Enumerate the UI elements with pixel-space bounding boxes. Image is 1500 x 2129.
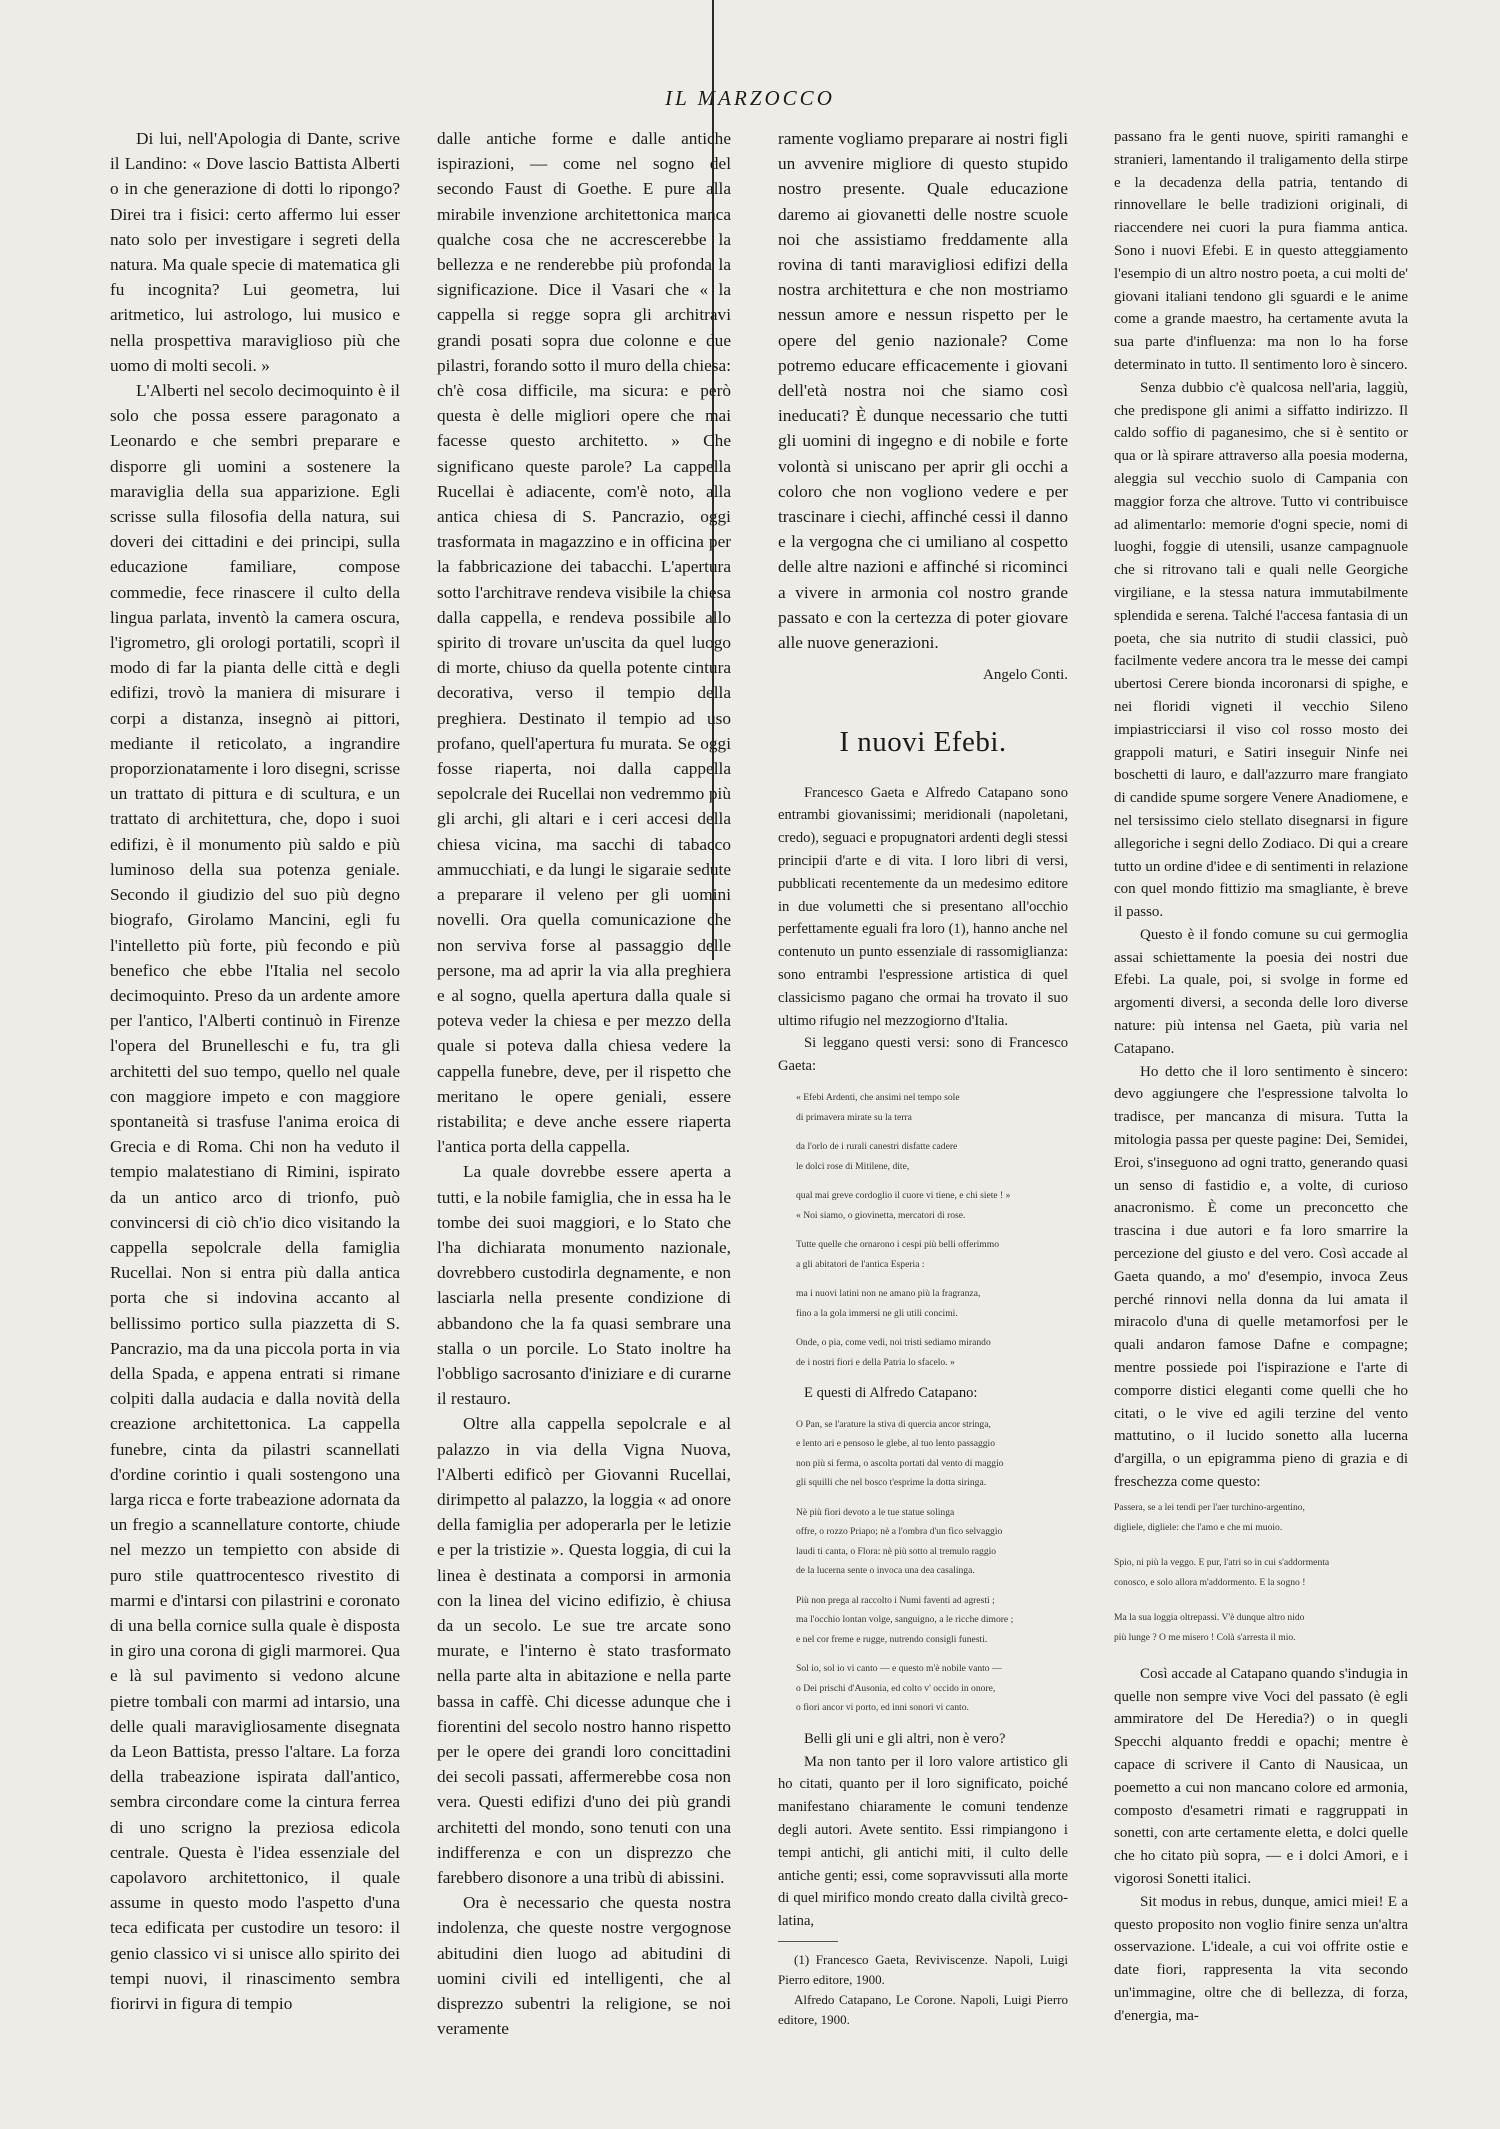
paragraph: La quale dovrebbe essere aperta a tutti, e la nobile famiglia, che in essa ha le tombe dei suoi maggiori, e lo Stato che l'ha dichiarata monumento nazionale, dovrebbero custodirla degnamente, e non lasciarla nella presente condizione di abbandono che la fa quasi sembrare una stalla o un porcile. Lo Stato inoltre ha l'obbligo sacrosanto d'iniziare e di curarne il restauro. xyxy=(437,1162,731,1409)
poem-stanza: Nè più fiori devoto a le tue statue solinga offre, o rozzo Priapo; nè a l'ombra d'un fico selvaggio laudi ti canta, o Flora: nè più sotto al tremulo raggio de la lucerna sente o invoca una dea casalinga. xyxy=(796,1506,1003,1577)
footnotes xyxy=(778,1950,1068,2030)
epigram xyxy=(1114,1498,1408,1649)
footnote: (1) Francesco Gaeta, Reviviscenze. Napoli, Luigi Pierro editore, 1900. xyxy=(778,1952,1068,1987)
poem-stanza: Spio, ni più la veggo. E pur, l'atri so in cui s'addormenta conosco, e solo allora m'addormento. E la sogno ! xyxy=(1114,1556,1330,1589)
paragraph: Ho detto che il loro sentimento è sincero: devo aggiungere che l'espressione talvolta lo tradisce, per mancanza di misura. Tutta la mitologia passa per queste pagine: Dei, Semidei, Eroi, s'inseguono ad ogni tratto, generando quasi un senso di fastidio e, a volte, di curioso anacronismo. È come un preconcetto che trascina i due autori e fa loro smarrire la percezione del giusto e del vero. Così accade al Gaeta quando, a mo' d'esempio, invoca Zeus perché rinnovi nella donna da lui amata il miracolo d'una di quelle metamorfosi per le quali andaron famose Dafne e compagne; mentre possiede poi l'ispirazione e l'arte di comporre distici eleganti come quelli che ho citati, o le vive ed agili terzine del vento mattutino, o il lucido sonetto alla lucerna d'argilla, o un epigramma pieno di grazia e di freschezza come questo: xyxy=(1114,1063,1408,1491)
paragraph: E questi di Alfredo Catapano: xyxy=(804,1385,978,1402)
article-title: I nuovi Efebi. xyxy=(839,726,1007,759)
footnote: Alfredo Catapano, Le Corone. Napoli, Luigi Pierro editore, 1900. xyxy=(778,1992,1068,2027)
paragraph: Senza dubbio c'è qualcosa nell'aria, laggiù, che predispone gli animi a siffatto indirizzo. Il caldo soffio di paganesimo, che si è sentito or qua or là spirare attraverso alla poesia moderna, aleggia sul vecchio suolo di Campania con maggior forza che altrove. Tutto vi contribuisce ad alimentarlo: memorie d'ogni specie, nomi di luoghi, foggie di utensili, usanze campagnuole che si ritrovano tali e quali nelle Georgiche virgiliane, e la stessa natura immutabilmente splendida e serena. Talché l'accesa fantasia di un poeta, che sia nutrito di studii classici, può facilmente vedere ancora tra le messe dei campi ubertosi Cerere bionda incoronarsi di spighe, e nei floridi vigneti il vecchio Sileno impiastricciarsi il viso col rosso mosto dei grappoli maturi, e Satiri inseguir Ninfe nei boschetti di lauro, e dall'azzurro mare frangiato di candide spume sorgere Venere Anadiomene, e nel tersissimo cielo stellato disegnarsi in figure allegoriche i segni dello Zodiaco. Di qui a creare tutto un ordine d'idee e di sentimenti in relazione con quel mondo fittizio ma smagliante, è breve il passo. xyxy=(1114,379,1408,921)
paragraph: L'Alberti nel secolo decimoquinto è il solo che possa essere paragonato a Leonardo e che sembri preparare e disporre gli uomini a sostenere la maraviglia della sua apparizione. Egli scrisse sulla filosofia della natura, sui doveri dei cittadini e dei principi, sulla educazione familiare, compose commedie, fece rinascere il culto della lingua parlata, inventò la camera oscura, l'igrometro, gli orologi portatili, scoprì il modo di far la pianta delle città e degli edifizi, trovò la maniera di misurare i corpi a distanza, insegnò ai pittori, mediante il reticolato, a ingrandire proporzionatamente i loro disegni, scrisse un trattato di pittura e di scultura, e un trattato di architettura, che, dopo i suoi edifizi, è il monumento più saldo e più luminoso della sua potenza geniale. Secondo il giudizio del suo più degno biografo, Girolamo Mancini, egli fu l'intelletto più forte, più fecondo e più benefico che ebbe l'Italia nel secolo decimoquinto. Preso da un ardente amore per l'antico, l'Alberti continuò in Firenze l'opera del Brunelleschi e fu, tra gli architetti del suo tempo, quello nel quale con maggiore impeto e con maggiore spontaneità si trasfuse l'anima eroica di Grecia e di Roma. Chi non ha veduto il tempio malatestiano di Rimini, ispirato da un antico arco di trionfo, può convincersi di ciò ch'io dico visitando la cappella sepolcrale della famiglia Rucellai. Non si entra più dalla antica porta che si indovina accanto al bellissimo portico sulla piazzetta di S. Pancrazio, ma da una piccola porta in via della Spada, e appena entrati si rimane colpiti dalla audacia e dalla novità della creazione architettonica. La cappella funebre, cinta da pilastri scannellati d'ordine corintio i quali sostengono una larga ricca e forte trabeazione adornata da un fregio a scannellature contorte, chiude nel mezzo un tempietto con abside di puro stile quattrocentesco rivestito di marmi e d'intarsi con pilastrini e coronato di una bella cornice sulla quale è disposta in giro una corona di gigli marmorei. Qua e là sul pavimento si vedono alcune pietre tombali con marmi ad intarsio, una delle quali maravigliosamente disegnata da Leon Battista, presso l'altare. La forza della trabeazione ispirata dall'antico, sembra circondare come la cintura ferrea di uno scrigno la preziosa edicola centrale. Questa è l'idea essenziale del capolavoro architettonico, il quale assume in questo modo l'aspetto d'una teca edificata per custodire un tesoro: il genio classico vi si unisce allo spirito dei tempi nuovi, il rinascimento sembra fiorirvi in figura di tempio xyxy=(110,381,400,2014)
poem-catapano xyxy=(796,1415,1068,1718)
paragraph: Ora è necessario che questa nostra indolenza, che queste nostre vergognose abitudini dien luogo ad abitudini di uomini civili ed intelligenti, che al disprezzo subentri la religione, se noi veramente xyxy=(437,1893,731,2039)
paragraph: passano fra le genti nuove, spiriti ramanghi e stranieri, lamentando il traligamento della stirpe e la decadenza della patria, tentando di rinnovellare le belle tradizioni originali, di riaccendere nei cuori la pura fiamma antica. Sono i nuovi Efebi. E in questo atteggiamento l'esempio di un altro nostro poeta, a cui molti de' giovani italiani tendono gli sguardi e le anime come a grande maestro, ha certamente avuta la sua parte d'influenza: ma non lo ha forse determinato in tutto. Il sentimento loro è sincero. xyxy=(1114,129,1408,373)
column-3 xyxy=(778,126,1068,2030)
paragraph: Sit modus in rebus, dunque, amici miei! E a questo proposito non voglio finire senza un'altra osservazione. L'ideale, a cui voi offrite ostie e date fiori, rappresenta la vita secondo un'immagine, oltre che di bellezza, di forza, d'energia, ma- xyxy=(1114,1893,1408,2024)
paragraph: Oltre alla cappella sepolcrale e al palazzo in via della Vigna Nuova, l'Alberti edificò per Giovanni Rucellai, dirimpetto al palazzo, la loggia « ad onore della famiglia per adoperarla per le letizie e per la tristizie ». Questa loggia, di cui la linea è destinata a comporsi in armonia con la linea del vicino edifizio, è chiusa da un secolo. Le sue tre arcate sono murate, e l'interno è stato trasformato nella parte alta in abitazione e nella parte bassa in caffè. Chi dicesse adunque che i fiorentini del secolo nostro hanno rispetto per le opere dei grandi loro concittadini dei secoli passati, affermerebbe cosa non vera. Questi edifizi d'uno dei più grandi architetti del mondo, sono tenuti con una indifferenza e con un disprezzo che farebbero disonore a una tribù di abissini. xyxy=(437,1414,731,1888)
paragraph: ramente vogliamo preparare ai nostri figli un avvenire migliore di questo stupido nostro presente. Quale educazione daremo ai giovanetti delle nostre scuole noi che assistiamo freddamente alla rovina di tanti maravigliosi edifizi della nostra architettura e che non mostriamo nessun amore e nessun rispetto per le opere del genio nazionale? Come potremo educare efficacemente i giovani dell'età nostra noi che siamo così ineducati? È dunque necessario che tutti gli uomini di ingegno e di nobile e forte volontà si uniscano per aprir gli occhi a coloro che non vogliono vedere e per trascinare i ciechi, affinché cessi il danno e la vergogna che ci umiliano al cospetto delle altre nazioni e affinché si ricominci a vivere in armonia col nostro grande passato e con la certezza di poter giovare alle nuove generazioni. xyxy=(778,129,1068,653)
paragraph: dalle antiche forme e dalle antiche ispirazioni, — come nel sogno del secondo Faust di Goethe. E pure alla mirabile invenzione architettonica manca qualche cosa che ne accrescerebbe la bellezza e ne renderebbe più profonda la significazione. Dice il Vasari che « la cappella si regge sopra gli architravi grandi posati sopra due colonne e due pilastri, forando sotto il muro della chiesa: ch'è cosa difficile, ma sicura: e però questa è delle migliori opere che mai facesse questo architetto. » Che significano queste parole? La cappella Rucellai è adiacente, com'è noto, alla antica chiesa di S. Pancrazio, oggi trasformata in magazzino e in officina per la fabbricazione dei tabacchi. L'apertura sotto l'architrave rendeva visibile la chiesa dalla cappella, e rendeva possibile allo spirito di trovare un'uscita da quel luogo di morte, chiuso da quella potente cintura decorativa, verso il tempio della preghiera. Destinato il tempio ad uso profano, quell'apertura fu murata. Se oggi fosse riaperta, noi dalla cappella sepolcrale dei Rucellai non vedremmo più gli archi, gli altari e i ceri accesi della chiesa vicina, ma sacchi di tabacco ammucchiati, e da lungi le sigaraie sedute a preparare il veleno per gli uomini novelli. Ora quella comunicazione che non serviva forse al passaggio delle persone, ma ad aprir la via alla preghiera e al sogno, quella apertura dalla quale si poteva veder la chiesa e per mezzo della quale si poteva dalla chiesa vedere la cappella funebre, deve, per il rispetto che meritano le opere geniali, essere ristabilita; e deve anche essere riaperta l'antica porta della cappella. xyxy=(437,129,731,1157)
column-2 xyxy=(437,126,731,2041)
masthead: IL MARZOCCO xyxy=(665,86,835,110)
column-1 xyxy=(110,126,400,2016)
poem-stanza: Più non prega al raccolto i Numi faventi ad agresti ; ma l'occhio lontan volge, sanguigno, a le ricche dimore ; e nel cor freme e rugge, nutrendo consigli funesti. xyxy=(796,1594,1014,1645)
signature: Angelo Conti. xyxy=(983,667,1068,684)
paragraph: Questo è il fondo comune su cui germoglia assai schiettamente la poesia dei nostri due Efebi. La quale, poi, si svolge in forme ed argomenti diversi, a seconda delle loro diverse nature: più intensa nel Gaeta, più varia nel Catapano. xyxy=(1114,926,1408,1057)
paragraph: Ma non tanto per il loro valore artistico gli ho citati, quanto per il loro significato, poiché manifestano chiaramente le comuni tendenze degli autori. Avete sentito. Essi rimpiangono i tempi antichi, gli antichi miti, il culto delle antiche genti; essi, come sopravvissuti alla morte di quel mirifico mondo creato dalla civiltà greco-latina, xyxy=(778,1753,1068,1930)
poem-stanza: ma i nuovi latini non ne amano più la fragranza, fino a la gola immersi ne gli utili concimi. xyxy=(796,1288,981,1319)
poem-gaeta xyxy=(796,1088,1068,1372)
footnote-divider xyxy=(778,1941,838,1942)
poem-stanza: O Pan, se l'arature la stiva di quercia ancor stringa, e lento ari e pensoso le glebe, al tuo lento passaggio non più si ferma, o ascolta portati dal vento di maggio gli squilli che nel bosco t'esprime la dotta siringa. xyxy=(796,1418,1004,1489)
paragraph: Così accade al Catapano quando s'indugia in quelle non sempre vive Voci del passato (è egli ammiratore del De Heredia?) o in quegli Specchi alquanto freddi e opachi; mentre è capace di scrivere il Canto di Nausicaa, un poemetto a cui non mancano colore ed armonia, composto d'esametri rimati e raggruppati in sonetti, con arte certamente eletta, e dolci quelle che ho citato più sopra, — e i dolci Amori, e i vigorosi Sonetti italici. xyxy=(1114,1665,1408,1887)
poem-stanza: Passera, se a lei tendi per l'aer turchino-argentino, digliele, digliele: che l'amo e che mi muoio. xyxy=(1114,1501,1305,1534)
poem-stanza: Sol io, sol io vi canto — e questo m'è nobile vanto — o Dei prischi d'Ausonia, ed colto v' occido in onore, o fiori ancor vi porto, ed inni sonori vi canto. xyxy=(796,1663,1002,1714)
poem-stanza: da l'orlo de i rurali canestri disfatte cadere le dolci rose di Mitilene, dite, xyxy=(796,1141,958,1172)
paragraph: Francesco Gaeta e Alfredo Catapano sono entrambi giovanissimi; meridionali (napoletani, credo), seguaci e propugnatori ardenti degli stessi principii d'arte e di vita. I loro libri di versi, pubblicati recentemente da un medesimo editore in due volumetti che si presentano all'occhio perfettamente eguali fra loro (1), hanno anche nel contenuto un punto essenziale di rassomiglianza: sono entrambi l'espressione artistica di quel classicismo pagano che ormai ha trovato il suo ultimo rifugio nel mezzogiorno d'Italia. xyxy=(778,784,1068,1029)
paragraph: Belli gli uni e gli altri, non è vero? xyxy=(804,1730,1006,1747)
poem-stanza: Onde, o pia, come vedi, noi tristi sediamo mirando de i nostri fiori e della Patria lo sfacelo. » xyxy=(796,1337,991,1368)
paragraph: Di lui, nell'Apologia di Dante, scrive il Landino: « Dove lascio Battista Alberti o in che generazione di dotti lo ripongo? Direi tra i fisici: certo affermo lui esser nato solo per investigare i segreti della natura. Ma quale specie di matematica gli fu incognita? Lui geometra, lui aritmetico, lui astrologo, lui musico e nella prospettiva maraviglioso più che uomo di molti secoli. » xyxy=(110,129,400,375)
poem-stanza: Ma la sua loggia oltrepassi. V'è dunque altro nido più lunge ? O me misero ! Colà s'arresta il mio. xyxy=(1114,1611,1305,1644)
poem-stanza: qual mai greve cordoglio il cuore vi tiene, e chi siete ! » « Noi siamo, o giovinetta, mercatori di rose. xyxy=(796,1190,1011,1221)
paragraph: Si leggano questi versi: sono di Francesco Gaeta: xyxy=(778,1035,1068,1075)
poem-stanza: Tutte quelle che ornarono i cespi più belli offerimmo a gli abitatori de l'antica Esperia : xyxy=(796,1239,1000,1270)
column-4 xyxy=(1114,126,1408,2028)
poem-stanza: « Efebi Ardenti, che ansimi nel tempo sole di primavera mirate su la terra xyxy=(796,1092,960,1123)
